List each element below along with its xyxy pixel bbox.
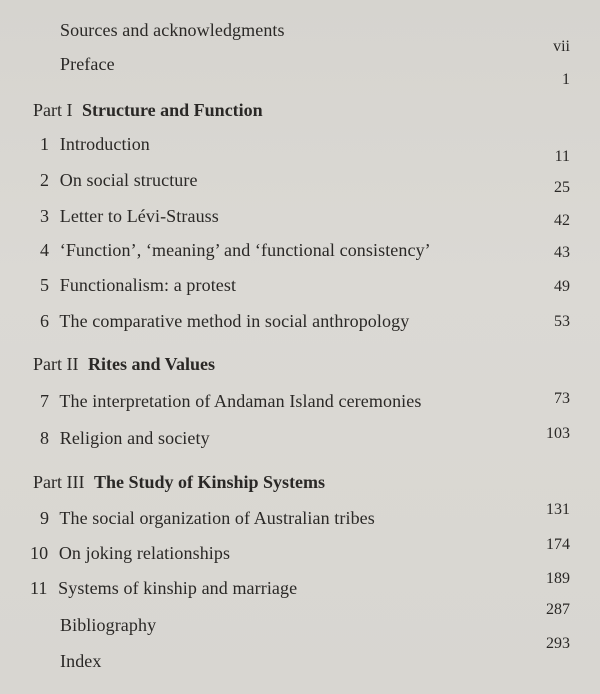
toc-chapter — [30, 543, 230, 563]
chapter-page: 25 — [554, 179, 570, 196]
chapter-title: On social structure — [59, 170, 198, 190]
chapter-number: 6 — [40, 311, 50, 331]
chapter-page: 131 — [546, 501, 570, 518]
toc-entry-page: 293 — [546, 635, 570, 652]
chapter-number: 10 — [30, 543, 49, 563]
toc-entry-title: Preface — [60, 54, 115, 74]
chapter-number: 5 — [40, 275, 50, 295]
chapter-title: The interpretation of Andaman Island ceremonies — [59, 391, 422, 411]
chapter-title: ‘Function’, ‘meaning’ and ‘functional consistency’ — [59, 240, 431, 260]
chapter-number: 1 — [40, 134, 50, 154]
toc-chapter — [40, 391, 421, 411]
chapter-page: 42 — [554, 212, 570, 229]
chapter-page: 43 — [554, 244, 570, 261]
toc-chapter — [40, 275, 236, 295]
chapter-title: Functionalism: a protest — [59, 275, 237, 295]
part-heading — [33, 354, 215, 374]
toc-entry-title: Index — [60, 651, 102, 671]
chapter-number: 3 — [40, 206, 50, 226]
toc-chapter — [40, 428, 210, 448]
toc-chapter — [30, 578, 297, 598]
chapter-title: On joking relationships — [58, 543, 231, 563]
toc-entry-title: Sources and acknowledgments — [60, 20, 285, 40]
chapter-title: The comparative method in social anthropology — [59, 311, 410, 331]
toc-entry-page: 1 — [562, 71, 570, 88]
chapter-page: 189 — [546, 570, 570, 587]
chapter-number: 7 — [40, 391, 50, 411]
toc-chapter — [40, 134, 150, 154]
toc-entry-page: vii — [553, 38, 570, 55]
chapter-number: 2 — [40, 170, 50, 190]
part-heading — [33, 472, 325, 492]
part-title: Rites and Values — [87, 354, 216, 374]
chapter-number: 8 — [40, 428, 50, 448]
chapter-page: 11 — [554, 148, 570, 165]
part-title: The Study of Kinship Systems — [93, 472, 326, 492]
toc-entry-page: 287 — [546, 601, 570, 618]
toc-chapter — [40, 508, 375, 528]
chapter-title: Systems of kinship and marriage — [58, 578, 298, 598]
chapter-page: 53 — [554, 313, 570, 330]
chapter-title: Introduction — [59, 134, 150, 154]
chapter-page: 73 — [554, 390, 570, 407]
chapter-title: Religion and society — [59, 428, 210, 448]
chapter-title: The social organization of Australian tribes — [59, 508, 375, 528]
toc-chapter — [40, 240, 431, 260]
part-heading — [33, 100, 263, 120]
chapter-number: 11 — [30, 578, 48, 598]
toc-chapter — [40, 170, 198, 190]
chapter-number: 9 — [40, 508, 50, 528]
chapter-page: 103 — [546, 425, 570, 442]
part-label: Part III — [33, 472, 85, 492]
toc-entry-title: Bibliography — [60, 615, 157, 635]
part-label: Part II — [33, 354, 79, 374]
chapter-number: 4 — [40, 240, 50, 260]
toc-chapter — [40, 206, 219, 226]
toc-chapter — [40, 311, 409, 331]
chapter-page: 174 — [546, 536, 570, 553]
part-label: Part I — [33, 100, 73, 120]
chapter-title: Letter to Lévi-Strauss — [59, 206, 219, 226]
part-title: Structure and Function — [82, 100, 263, 120]
chapter-page: 49 — [554, 278, 570, 295]
